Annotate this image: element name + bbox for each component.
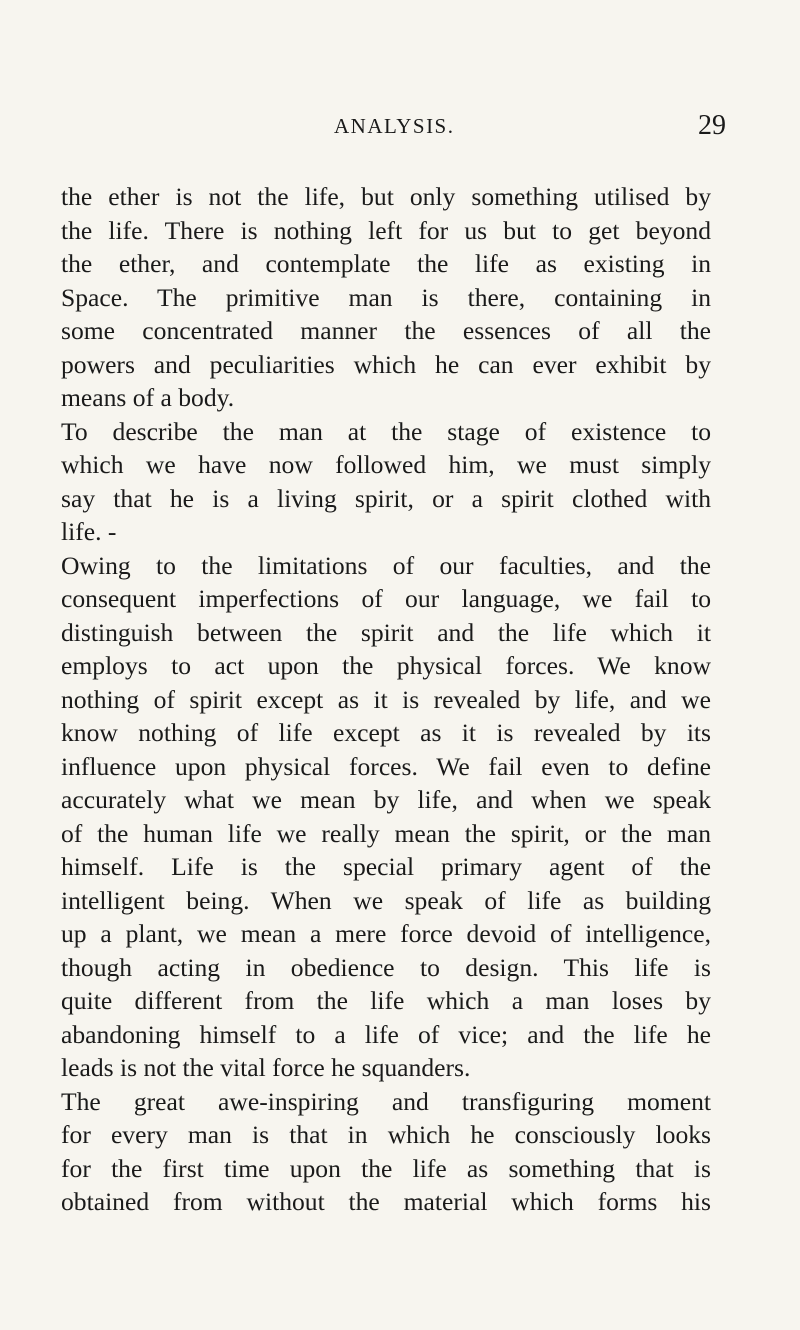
- text-line: himself. Life is the special primary agent of the: [61, 852, 711, 881]
- text-line: the life. There is nothing left for us but to get beyond: [61, 215, 711, 245]
- text-line: some concentrated manner the essences of all the: [61, 316, 711, 345]
- page-number: 29: [698, 110, 726, 141]
- text-line: the ether is not the life, but only something utilised by: [61, 182, 711, 211]
- text-line: abandoning himself to a life of vice; and the life he: [61, 1019, 711, 1049]
- running-head-title: ANALYSIS.: [334, 114, 455, 138]
- text-line: accurately what we mean by life, and when we speak: [61, 785, 711, 814]
- text-line: know nothing of life except as it is revealed by its: [61, 718, 711, 747]
- text-line: influence upon physical forces. We fail even to define: [61, 751, 711, 781]
- text-line: intelligent being. When we speak of life as building: [61, 885, 711, 915]
- text-line: The great awe-inspiring and transfiguring moment: [61, 1086, 711, 1116]
- text-line: of the human life we really mean the spirit, or the man: [61, 818, 711, 848]
- text-line: obtained from without the material which forms his: [61, 1187, 711, 1216]
- text-line: distinguish between the spirit and the life which it: [61, 617, 711, 647]
- text-line: leads is not the vital force he squanders.: [61, 1053, 471, 1082]
- text-line: powers and peculiarities which he can ever exhibit by: [61, 349, 711, 379]
- text-line: up a plant, we mean a mere force devoid of intelligence,: [61, 919, 711, 948]
- text-line: employs to act upon the physical forces. We know: [61, 651, 711, 680]
- running-header: [334, 108, 726, 148]
- text-line: the ether, and contemplate the life as existing in: [61, 249, 711, 278]
- text-line: To describe the man at the stage of existence to: [61, 416, 711, 446]
- text-line: Space. The primitive man is there, containing in: [61, 282, 711, 312]
- text-line: nothing of spirit except as it is revealed by life, and we: [61, 684, 711, 714]
- text-line: consequent imperfections of our language, we fail to: [61, 584, 711, 613]
- text-line: means of a body.: [61, 383, 235, 412]
- text-line: for the first time upon the life as something that is: [61, 1153, 711, 1183]
- text-line: which we have now followed him, we must simply: [61, 450, 711, 479]
- body-text: [61, 180, 711, 1219]
- text-line: for every man is that in which he consciously looks: [61, 1120, 711, 1149]
- text-line: say that he is a living spirit, or a spirit clothed with: [61, 483, 711, 513]
- text-line: though acting in obedience to design. This life is: [61, 952, 711, 982]
- text-line: quite different from the life which a man loses by: [61, 986, 711, 1015]
- text-line: Owing to the limitations of our faculties, and the: [61, 550, 711, 580]
- text-line: life. -: [61, 517, 117, 546]
